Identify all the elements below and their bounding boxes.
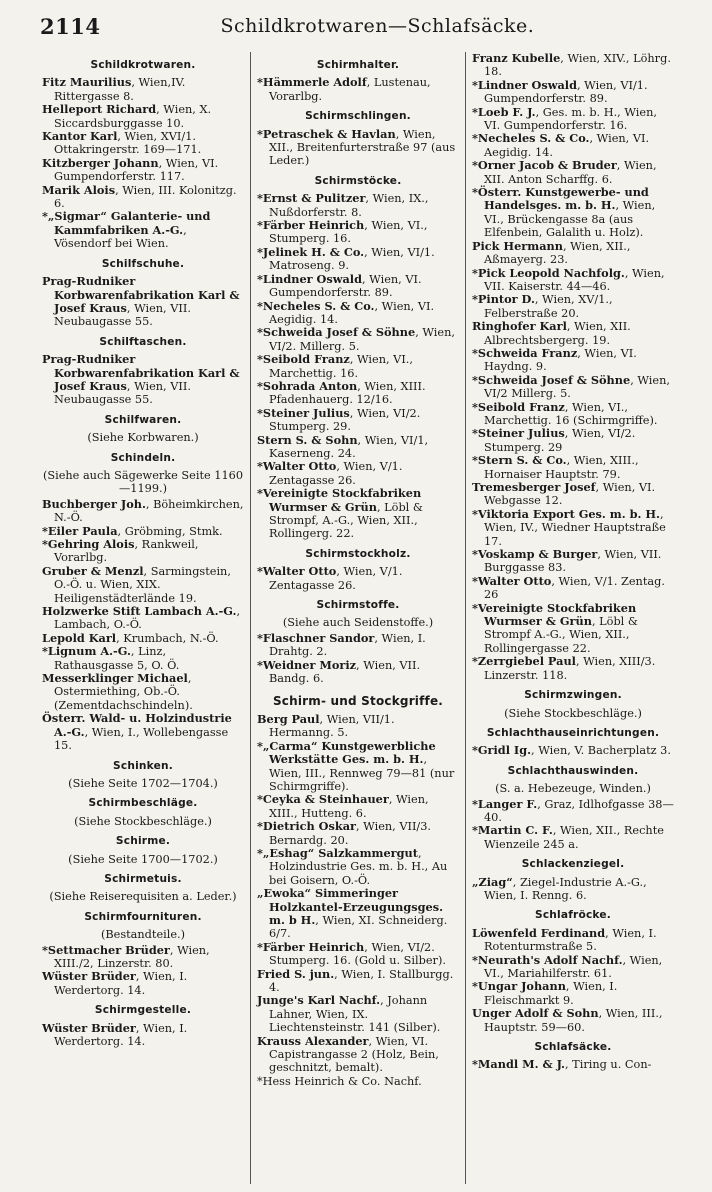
directory-entry: *Langer F., Graz, Idlhofgasse 38—40.: [472, 796, 674, 824]
section-heading: Schirmstöcke.: [314, 174, 402, 187]
directory-entry: *Martin C. F., Wien, XII., Rechte Wienzeile 245 a.: [472, 823, 664, 851]
section-heading: Schinken.: [113, 759, 173, 772]
directory-entry: *Hämmerle Adolf, Lustenau, Vorarlbg.: [257, 75, 431, 103]
directory-entry: *Flaschner Sandor, Wien, I. Drahtg. 2.: [257, 630, 426, 659]
section-heading: Schlackenziegel.: [521, 858, 625, 871]
section-heading: Schirmhalter.: [316, 59, 400, 71]
directory-entry: *Lindner Oswald, Wien, VI/1. Gumpendorferstr. 89.: [472, 77, 648, 106]
directory-entry: *Dietrich Oskar, Wien, VII/3. Bernardg. 20.: [257, 819, 432, 847]
directory-entry: *Orner Jacob & Bruder, Wien, XII. Anton Scharffg. 6.: [472, 158, 657, 186]
section-note: (Bestandteile.): [100, 928, 186, 942]
directory-entry: Berg Paul, Wien, VII/1. Hermanng. 5.: [257, 711, 395, 740]
running-title: Schildkrotwaren—Schlafsäcke.: [220, 15, 535, 37]
section-heading: Schlachthauseinrichtungen.: [486, 726, 660, 739]
directory-entry: *Necheles S. & Co., Wien, VI. Aegidig. 14.: [472, 131, 650, 159]
directory-entry: *Settmacher Brüder, Wien, XIII./2, Linzerstr. 80.: [42, 942, 210, 970]
section-heading: Schirmfournituren.: [84, 910, 202, 923]
directory-entry: *Steiner Julius, Wien, VI/2. Stumperg. 29.: [257, 405, 421, 434]
section-heading: Schilfschuhe.: [101, 257, 185, 270]
section-heading: Schlachthauswinden.: [507, 764, 639, 777]
directory-entry: *Ungar Johann, Wien, I. Fleischmarkt 9.: [472, 979, 618, 1007]
directory-entry: Krauss Alexander, Wien, VI. Capistrangasse 2 (Holz, Bein, geschnitzt, bemalt).: [257, 1033, 439, 1075]
directory-entry: *Loeb F. J., Ges. m. b. H., Wien, VI. Gumpendorferstr. 16.: [472, 104, 657, 133]
section-note: (Siehe Stockbeschläge.): [504, 706, 642, 720]
directory-entry: Messerklinger Michael, Ostermiething, Ob.-Ö. (Zementdachschindeln).: [42, 671, 193, 712]
section-heading: Schirmstockholz.: [305, 547, 411, 560]
directory-entry: *Hess Heinrich & Co. Nachf.: [257, 1074, 422, 1088]
directory-entry: *Steiner Julius, Wien, VI/2. Stumperg. 29: [472, 426, 636, 454]
directory-entry: Wüster Brüder, Wien, I. Werdertorg. 14.: [42, 969, 188, 997]
section-heading: Schirmgestelle.: [94, 1004, 192, 1017]
directory-entry: *Mandl M. & J., Tiring u. Con-: [472, 1057, 652, 1072]
directory-entry: *Petraschek & Havlan, Wien, XII., Breitenfurterstraße 97 (aus Leder.): [257, 126, 456, 168]
directory-entry: Helleport Richard, Wien, X. Siccardsburggasse 10.: [42, 102, 212, 130]
directory-entry: *Pintor D., Wien, XV/1., Felberstraße 20.: [472, 292, 613, 320]
directory-entry: *Sohrada Anton, Wien, XIII. Pfadenhauerg. 12/16.: [257, 378, 426, 407]
directory-entry: Unger Adolf & Sohn, Wien, III., Hauptstr. 59—60.: [472, 1006, 663, 1034]
directory-entry: *Seibold Franz, Wien, VI., Marchettig. 16.: [257, 352, 413, 380]
directory-entry: *Vereinigte Stockfabriken Wurmser & Grün, Löbl & Strompf A.-G., Wien, XII., Rollingergasse 22.: [472, 600, 638, 655]
section-heading: Schirme.: [115, 835, 171, 848]
directory-entry: Österr. Wald- u. Holzindustrie A.-G., Wien, I., Wollebengasse 15.: [42, 711, 232, 753]
directory-entry: Fitz Maurilius, Wien,IV. Rittergasse 8.: [42, 75, 186, 103]
directory-entry: *Schweida Josef & Söhne, Wien, VI/2 Millerg. 5.: [472, 372, 670, 401]
section-note: (Siehe auch Sägewerke Seite 1160—1199.): [42, 468, 244, 496]
directory-entry: *Pick Leopold Nachfolg., Wien, VII. Kaiserstr. 44—46.: [472, 265, 665, 293]
directory-entry: *Ernst & Pulitzer, Wien, IX., Nußdorferstr. 8.: [257, 191, 429, 219]
section-note: (Siehe auch Seidenstoffe.): [282, 616, 434, 630]
directory-entry: *Voskamp & Burger, Wien, VII. Burggasse 83.: [472, 547, 662, 575]
directory-entry: Ringhofer Karl, Wien, XII. Albrechtsbergerg. 19.: [472, 319, 631, 347]
section-heading: Schlafsäcke.: [534, 1041, 612, 1054]
directory-entry: Stern S. & Sohn, Wien, VI/1, Kaserneng. 24.: [257, 432, 429, 460]
section-heading: Schirmstoffe.: [316, 599, 400, 612]
directory-entry: *Lignum A.-G., Linz, Rathausgasse 5, O. Ö.: [42, 644, 180, 672]
directory-entry: Marik Alois, Wien, III. Kolonitzg. 6.: [42, 182, 237, 211]
section-heading: Schirmbeschläge.: [88, 797, 198, 810]
page-number: 2114: [40, 13, 101, 39]
section-heading: Schindeln.: [110, 451, 176, 464]
directory-entry: *Walter Otto, Wien, V/1. Zentag. 26: [472, 573, 665, 602]
directory-entry: *Lindner Oswald, Wien, VI. Gumpendorferstr. 89.: [257, 271, 422, 300]
column-left: [36, 52, 250, 1184]
section-note: (Siehe Reiserequisiten a. Leder.): [49, 890, 237, 904]
directory-entry: Buchberger Joh., Böheimkirchen, N.-Ö.: [42, 496, 244, 525]
directory-entry: Prag-Rudniker Korbwarenfabrikation Karl & Josef Kraus, Wien, VII. Neubaugasse 55.: [42, 274, 240, 329]
section-heading: Schilfwaren.: [104, 413, 182, 426]
directory-entry: *Färber Heinrich, Wien, VI/2. Stumperg. 16. (Gold u. Silber).: [257, 939, 446, 968]
directory-entry: Holzwerke Stift Lambach A.-G., Lambach, O.-Ö.: [42, 604, 241, 632]
directory-entry: *Viktoria Export Ges. m. b. H., Wien, IV., Wiedner Hauptstraße 17.: [472, 506, 666, 548]
section-note: (Siehe Seite 1702—1704.): [68, 776, 218, 790]
directory-entry: *„Sigmar“ Galanterie- und Kammfabriken A.-G., Vösendorf bei Wien.: [42, 209, 211, 251]
directory-entry: *Gridl Ig., Wien, V. Bacherplatz 3.: [472, 743, 671, 758]
section-note: (Siehe Seite 1700—1702.): [68, 852, 218, 866]
directory-entry: Tremesberger Josef, Wien, VI. Webgasse 12.: [472, 480, 656, 508]
section-heading: Schilftaschen.: [99, 335, 187, 348]
section-heading: Schirm- und Stockgriffe.: [272, 694, 444, 709]
directory-columns: [36, 52, 680, 1184]
directory-entry: *Österr. Kunstgewerbe- und Handelsges. m. b. H., Wien, VI., Brückengasse 8a (aus Elfenbein, Galalith u. Holz).: [472, 185, 656, 240]
directory-entry: Kitzberger Johann, Wien, VI. Gumpendorferstr. 117.: [42, 155, 219, 184]
directory-entry: *Walter Otto, Wien, V/1. Zentagasse 26.: [257, 459, 403, 487]
section-note: (Siehe Stockbeschläge.): [74, 814, 212, 828]
directory-entry: *Zerrgiebel Paul, Wien, XIII/3. Linzerstr. 118.: [472, 654, 656, 682]
directory-entry: Löwenfeld Ferdinand, Wien, I. Rotenturmstraße 5.: [472, 925, 657, 954]
directory-entry: „Ewoka“ Simmeringer Holzkantel-Erzeugungsges. m. b H., Wien, XI. Schneiderg. 6/7.: [257, 886, 448, 941]
section-note: (S. a. Hebezeuge, Winden.): [495, 782, 651, 796]
section-heading: Schirmschlingen.: [305, 110, 411, 123]
directory-entry: *„Carma“ Kunstgewerbliche Werkstätte Ges. m. b. H., Wien, III., Rennweg 79—81 (nur Schirmgriffe).: [257, 738, 455, 793]
directory-entry: *Walter Otto, Wien, V/1. Zentagasse 26.: [257, 564, 403, 592]
column-right: [465, 52, 680, 1184]
directory-entry: *Schweida Josef & Söhne, Wien, VI/2. Millerg. 5.: [257, 325, 455, 353]
directory-entry: „Ziag“, Ziegel-Industrie A.-G., Wien, I. Renng. 6.: [472, 874, 647, 902]
page-header: [40, 8, 692, 44]
directory-entry: *Jelinek H. & Co., Wien, VI/1. Matroseng. 9.: [257, 244, 435, 273]
directory-entry: Fried S. jun., Wien, I. Stallburgg. 4.: [257, 966, 454, 994]
directory-entry: *Necheles S. & Co., Wien, VI. Aegidig. 14.: [257, 298, 435, 326]
directory-entry: *Eiler Paula, Gröbming, Stmk.: [42, 523, 223, 538]
directory-entry: Prag-Rudniker Korbwarenfabrikation Karl & Josef Kraus, Wien, VII. Neubaugasse 55.: [42, 352, 240, 407]
directory-entry: Gruber & Menzl, Sarmingstein, O.-Ö. u. Wien, XIX. Heiligenstädterlände 19.: [42, 563, 231, 605]
directory-entry: *Gehring Alois, Rankweil, Vorarlbg.: [42, 537, 199, 565]
directory-entry: *Stern S. & Co., Wien, XIII., Hornaiser Hauptstr. 79.: [472, 453, 639, 481]
directory-entry: *Vereinigte Stockfabriken Wurmser & Grün, Löbl & Strompf, A.-G., Wien, XII., Rollingerg. 22.: [257, 486, 423, 541]
directory-entry: *Weidner Moriz, Wien, VII. Bandg. 6.: [257, 657, 421, 686]
directory-entry: *„Eshag“ Salzkammergut, Holzindustrie Ges. m. b. H., Au bei Goisern, O.-Ö.: [257, 845, 448, 887]
directory-entry: Junge's Karl Nachf., Johann Lahner, Wien, IX. Liechtensteinstr. 141 (Silber).: [257, 993, 441, 1035]
section-heading: Schirmzwingen.: [524, 689, 622, 702]
directory-entry: *Schweida Franz, Wien, VI. Haydng. 9.: [472, 345, 637, 374]
directory-entry: Wüster Brüder, Wien, I. Werdertorg. 14.: [42, 1020, 188, 1048]
directory-entry: *Ceyka & Steinhauer, Wien, XIII., Hutteng. 6.: [257, 792, 429, 820]
section-heading: Schirmetuis.: [104, 872, 182, 885]
directory-entry: *Färber Heinrich, Wien, VI., Stumperg. 16.: [257, 218, 428, 246]
section-note: (Siehe Korbwaren.): [87, 431, 199, 445]
section-heading: Schlafröcke.: [535, 909, 611, 922]
directory-entry: *Neurath's Adolf Nachf., Wien, VI., Mariahilferstr. 61.: [472, 952, 663, 980]
section-heading: Schildkrotwaren.: [90, 59, 196, 71]
directory-entry: Kantor Karl, Wien, XVI/1. Ottakringerstr. 169—171.: [42, 129, 202, 157]
directory-entry: Lepold Karl, Krumbach, N.-Ö.: [42, 630, 219, 645]
directory-entry: Pick Hermann, Wien, XII., Aßmayerg. 23.: [472, 238, 631, 267]
directory-entry: *Seibold Franz, Wien, VI., Marchettig. 16 (Schirmgriffe).: [472, 399, 658, 427]
column-middle: [250, 52, 465, 1184]
directory-entry: Franz Kubelle, Wien, XIV., Löhrg. 18.: [472, 52, 671, 79]
